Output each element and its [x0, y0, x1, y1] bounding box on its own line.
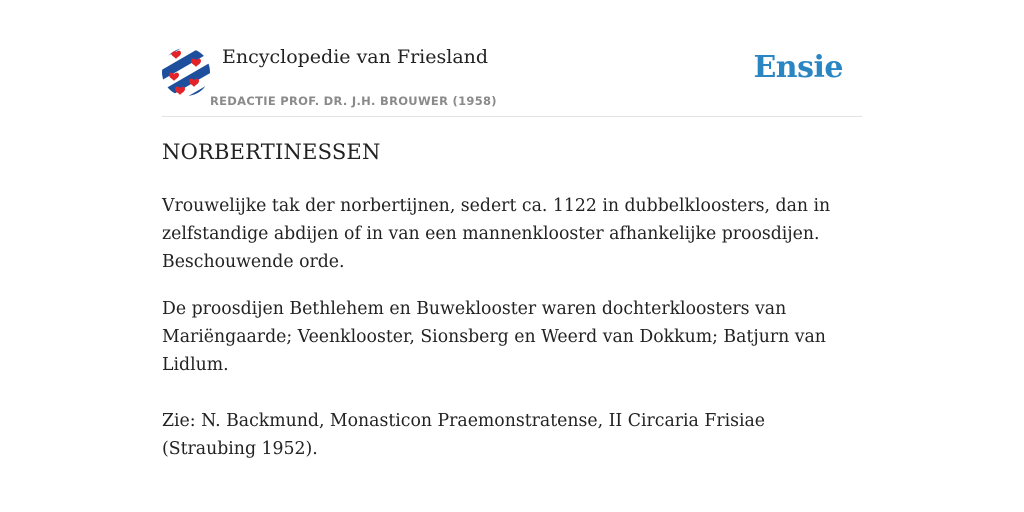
site-header: [162, 44, 862, 117]
entry-paragraph: Vrouwelijke tak der norbertijnen, sedert ca. 1122 in dubbelkloosters, dan in zelfstandige abdijen of in van een mannenklooster afhankelijke proosdijen. Beschouwende orde.: [162, 196, 831, 272]
site-subtitle: REDACTIE PROF. DR. J.H. BROUWER (1958): [210, 94, 497, 108]
entry-reference: Zie: N. Backmund, Monasticon Praemonstratense, II Circaria Frisiae (Straubing 1952).: [162, 411, 766, 459]
entry-title: NORBERTINESSEN: [162, 140, 381, 164]
entry-paragraph: De proosdijen Bethlehem en Buweklooster waren dochterkloosters van Mariëngaarde; Veenklooster, Sionsberg en Weerd van Dokkum; Batjurn van Lidlum.: [162, 299, 826, 375]
frisian-flag-icon[interactable]: [162, 48, 210, 96]
site-title[interactable]: Encyclopedie van Friesland: [222, 46, 489, 68]
entry-body: [162, 192, 862, 463]
ensie-brand-link[interactable]: Ensie: [753, 50, 843, 85]
